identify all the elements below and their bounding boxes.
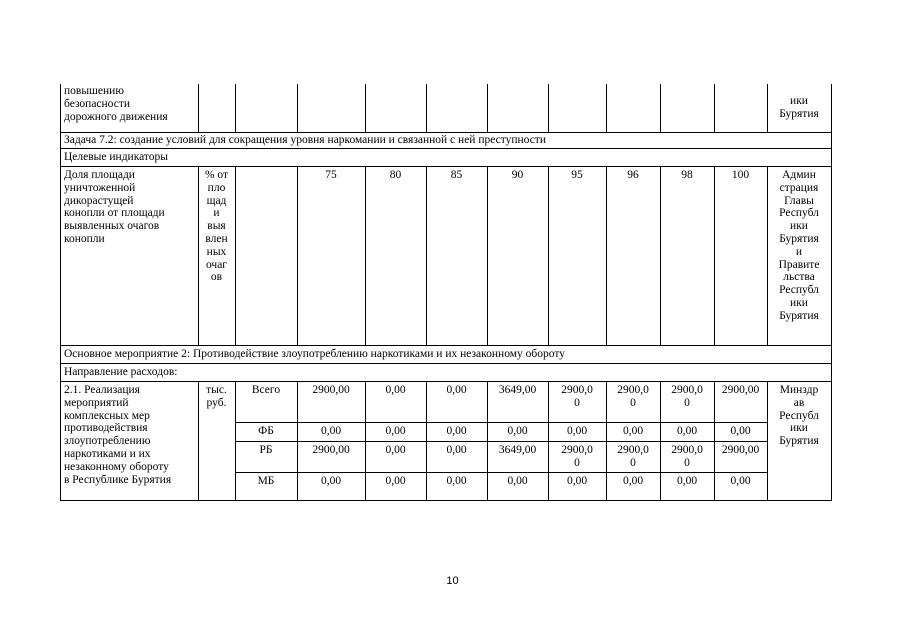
column-border <box>487 166 488 346</box>
column-border <box>660 166 661 346</box>
funding-value: 0,00 <box>446 425 467 437</box>
funding-value: 2900,0 <box>617 384 649 396</box>
row-border <box>60 345 832 346</box>
funding-value: 3649,00 <box>498 444 537 456</box>
indicator-executor: Республ <box>779 284 819 297</box>
table-left-border <box>60 84 61 501</box>
funding-value: 0,00 <box>676 425 698 437</box>
column-border <box>235 84 236 133</box>
funding-value: 2900,00 <box>312 384 350 396</box>
section-heading: Направление расходов: <box>64 366 178 378</box>
indicator-unit: пло <box>207 181 226 194</box>
row-border <box>235 472 768 473</box>
column-border <box>548 166 549 346</box>
funding-value: 0 <box>684 456 690 469</box>
funding-value: 0,00 <box>507 475 528 487</box>
funding-value: 0,00 <box>385 425 406 437</box>
funding-value: 0,00 <box>566 475 588 487</box>
row-border <box>60 148 832 149</box>
indicator-unit: ов <box>210 271 223 284</box>
indicator-executor: ики <box>790 297 808 309</box>
indicator-value: 95 <box>571 169 583 181</box>
column-border <box>714 84 715 133</box>
page-number: 10 <box>446 575 459 587</box>
funding-value: 2900,0 <box>617 444 649 456</box>
measure-name: наркотиками и их <box>64 448 151 460</box>
column-border <box>606 84 607 133</box>
indicator-value: 75 <box>325 169 337 181</box>
indicator-name: дикорастущей <box>64 194 134 207</box>
cell-text: безопасности <box>64 97 131 110</box>
funding-value: 0,00 <box>507 425 528 437</box>
funding-value: 0 <box>574 456 580 469</box>
funding-source-label: РБ <box>259 444 273 456</box>
indicator-value: 98 <box>681 169 693 181</box>
indicator-value: 96 <box>627 169 639 181</box>
column-border <box>297 84 298 133</box>
column-border <box>714 166 715 346</box>
indicator-unit: % от <box>204 169 229 181</box>
indicator-executor: льства <box>783 271 815 284</box>
column-border <box>660 84 661 133</box>
indicator-executor: Админ <box>782 169 816 181</box>
indicator-executor: Главы <box>784 194 814 207</box>
funding-value: 0,00 <box>446 444 467 456</box>
funding-value: 0,00 <box>385 384 406 396</box>
funding-value: 0 <box>684 396 690 409</box>
cell-text: повышению <box>64 85 124 97</box>
measure-name: мероприятий <box>64 396 129 409</box>
activity-heading: Основное мероприятие 2: Противодействие злоупотреблению наркотиками и их незаконному обороту <box>64 348 565 360</box>
funding-value: 0 <box>574 396 580 409</box>
indicator-unit: ных <box>206 245 227 258</box>
row-border <box>60 381 832 382</box>
column-border <box>297 166 298 346</box>
funding-value: 0 <box>630 456 636 469</box>
funding-value: 0,00 <box>622 425 644 437</box>
cell-text: ики <box>790 95 808 107</box>
column-border <box>548 84 549 133</box>
indicator-executor: страция <box>779 181 819 194</box>
cell-text: дорожного движения <box>64 110 168 123</box>
indicator-name: выявленных очагов <box>64 220 160 233</box>
measure-executor: ики <box>790 422 808 435</box>
column-border <box>198 84 199 133</box>
indicator-executor: Правите <box>778 258 820 271</box>
row-border <box>60 166 832 167</box>
column-border <box>365 84 366 133</box>
measure-name: в Республике Бурятия <box>64 473 172 486</box>
funding-value: 3649,00 <box>498 384 537 396</box>
indicator-executor: Бурятия <box>779 309 819 322</box>
measure-unit: руб. <box>206 396 227 409</box>
funding-value: 0,00 <box>320 475 342 487</box>
funding-value: 0 <box>630 396 636 409</box>
funding-value: 0,00 <box>730 475 751 487</box>
funding-value: 2900,0 <box>561 444 593 456</box>
funding-value: 2900,00 <box>721 444 760 456</box>
indicator-unit: очаг <box>205 258 228 271</box>
indicator-name: уничтоженной <box>64 181 136 194</box>
funding-value: 2900,00 <box>312 444 350 456</box>
indicator-executor: Бурятия <box>779 233 819 245</box>
measure-name: комплексных мер <box>64 409 150 422</box>
column-border <box>606 166 607 346</box>
funding-value: 2900,0 <box>561 384 593 396</box>
column-border <box>365 166 366 346</box>
measure-name: противодействия <box>64 422 148 435</box>
column-border <box>235 166 236 346</box>
indicator-unit: щад <box>206 194 227 207</box>
indicator-name: Доля площади <box>64 169 135 181</box>
measure-executor: Минздр <box>779 384 819 396</box>
program-table <box>60 84 831 500</box>
indicator-executor: ики <box>790 220 808 233</box>
indicator-executor: и <box>795 245 803 258</box>
section-heading: Целевые индикаторы <box>64 151 169 163</box>
table-bottom-border <box>60 500 832 501</box>
measure-name: незаконному обороту <box>64 460 169 473</box>
measure-executor: Бурятия <box>779 435 819 448</box>
row-border <box>235 422 768 423</box>
row-border <box>235 441 768 442</box>
funding-value: 0,00 <box>676 475 698 487</box>
funding-source-label: МБ <box>257 475 275 487</box>
funding-value: 0,00 <box>320 425 342 437</box>
indicator-value: 80 <box>389 169 402 181</box>
funding-value: 0,00 <box>566 425 588 437</box>
table-right-border <box>831 84 832 501</box>
measure-executor: Республ <box>779 409 819 422</box>
funding-source-label: Всего <box>251 384 281 396</box>
funding-source-label: ФБ <box>258 425 274 437</box>
indicator-value: 85 <box>450 169 463 181</box>
funding-value: 2900,00 <box>721 384 760 396</box>
indicator-unit: влен <box>205 233 228 245</box>
row-border <box>60 363 832 364</box>
funding-value: 0,00 <box>622 475 644 487</box>
funding-value: 0,00 <box>446 475 467 487</box>
funding-value: 0,00 <box>385 444 406 456</box>
indicator-unit: и <box>213 207 220 220</box>
task-heading: Задача 7.2: создание условий для сокращения уровня наркомании и связанной с ней преступности <box>64 134 546 146</box>
row-border <box>60 132 832 133</box>
measure-unit: тыс. <box>206 384 227 396</box>
funding-value: 0,00 <box>385 475 406 487</box>
indicator-executor: Республ <box>779 207 819 220</box>
indicator-value: 100 <box>731 169 750 181</box>
measure-executor: ав <box>793 396 805 409</box>
indicator-value: 90 <box>511 169 524 181</box>
indicator-name: конопли от площади <box>64 207 165 220</box>
cell-text: Бурятия <box>779 107 819 120</box>
measure-name: злоупотреблению <box>64 435 151 448</box>
funding-value: 0,00 <box>730 425 751 437</box>
indicator-unit: выя <box>207 220 226 233</box>
column-border <box>426 84 427 133</box>
funding-value: 2900,0 <box>671 384 703 396</box>
funding-value: 0,00 <box>446 384 467 396</box>
measure-name: 2.1. Реализация <box>64 384 140 396</box>
indicator-name: конопли <box>64 233 105 245</box>
column-border <box>487 84 488 133</box>
column-border <box>426 166 427 346</box>
funding-value: 2900,0 <box>671 444 703 456</box>
